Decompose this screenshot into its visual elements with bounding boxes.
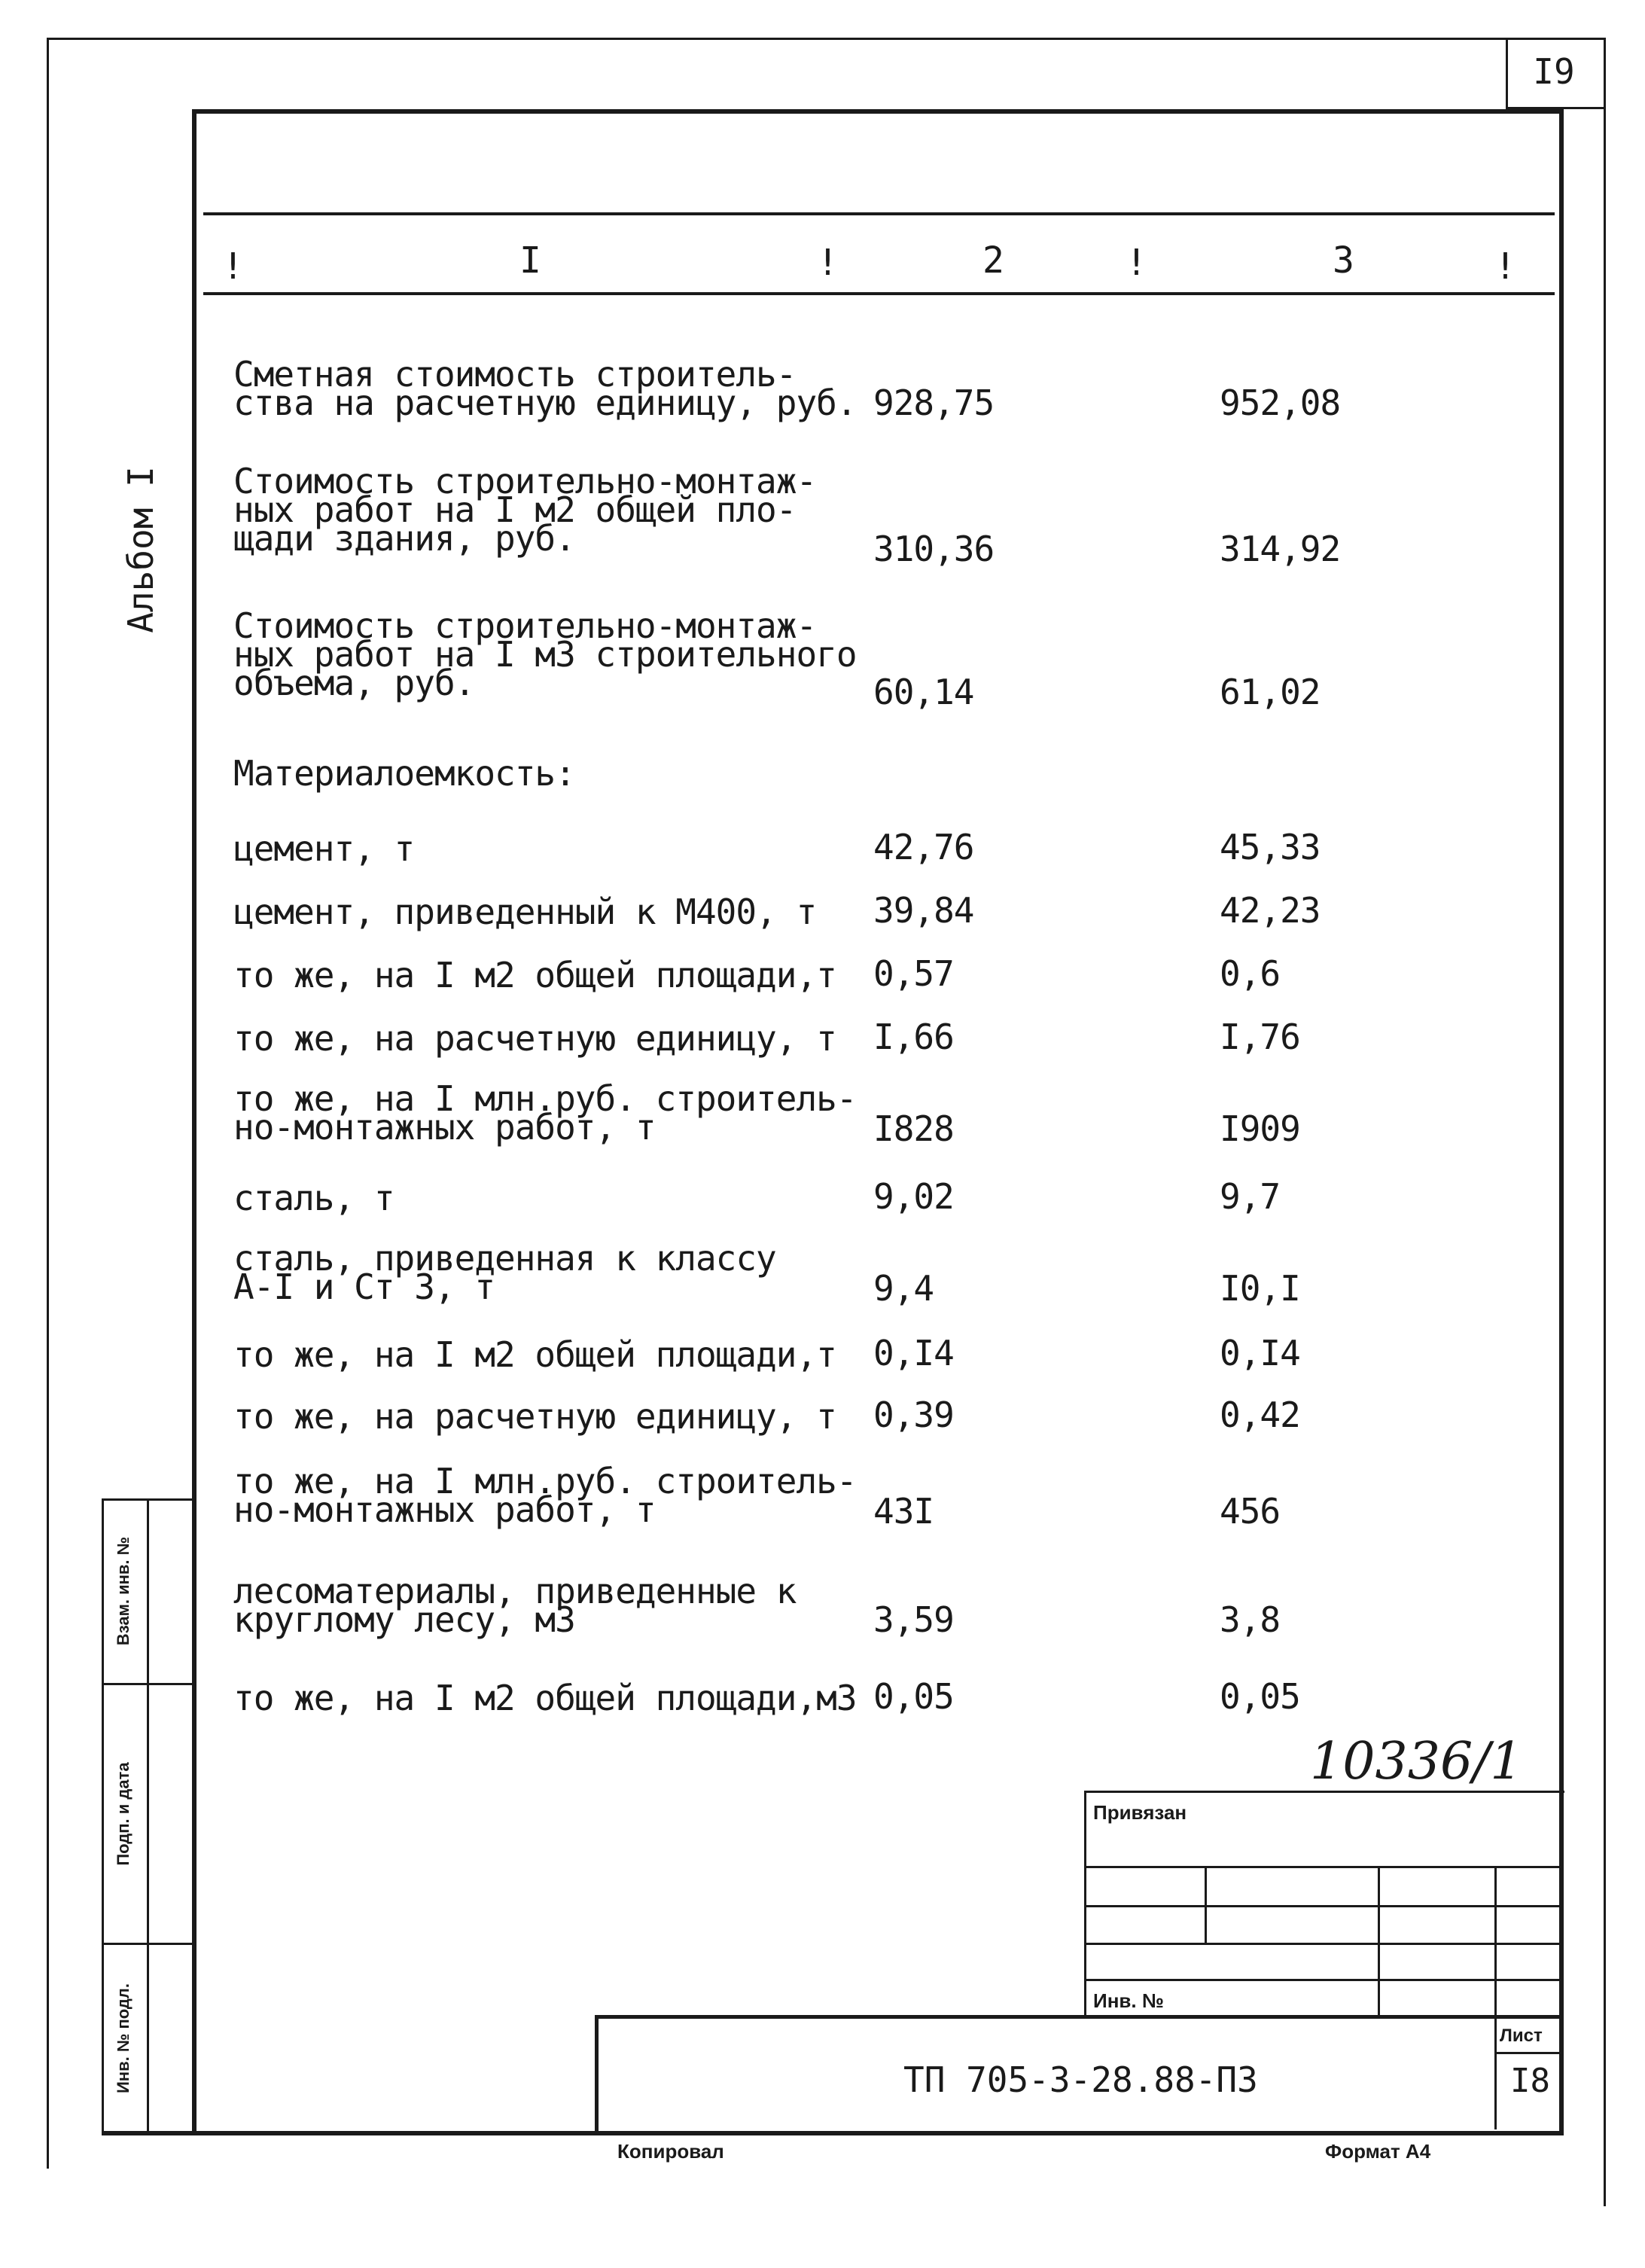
header-rule-bottom [203,292,1555,295]
row-value-col2: 60,14 [873,672,974,712]
row-value-col2: 43I [873,1491,934,1532]
sheet-number: I8 [1510,2062,1550,2100]
row-label: цемент, т [233,828,415,869]
footer-format: Формат А4 [1325,2140,1431,2163]
side-stamp-rule-2 [102,1943,192,1945]
row-value-col2: I828 [873,1108,954,1149]
row-value-col2: 0,57 [873,953,954,994]
row-value-col3: 42,23 [1220,890,1321,931]
row-value-col3: 45,33 [1220,827,1321,867]
privyazan-vrule-1 [1205,1866,1207,1945]
side-field-inv-podl: Инв. № подл. [114,1983,133,2093]
row-value-col3: 456 [1220,1491,1281,1532]
row-label: лесоматериалы, приведенные к круглому лесу, м3 [233,1571,797,1640]
header-col-2: 2 [982,239,1004,282]
row-value-col3: 0,05 [1220,1676,1300,1717]
inv-no-label: Инв. № [1093,1989,1164,2012]
privyazan-rule-2 [1084,1905,1562,1907]
row-label: сталь, приведенная к классу А-I и Ст 3, т [233,1238,776,1307]
row-label: сталь, т [233,1178,394,1218]
row-label: Стоимость строительно-монтаж- ных работ на I м2 общей пло- щади здания, руб. [233,461,817,559]
row-label: Сметная стоимость строитель- ства на расчетную единицу, руб. [233,354,857,423]
row-value-col2: 39,84 [873,890,974,931]
privyazan-rule-1 [1084,1866,1562,1868]
row-value-col3: 952,08 [1220,383,1341,423]
side-field-vzam-inv: Взам. инв. № [114,1536,133,1646]
row-label: то же, на I млн.руб. строитель- но-монтажных работ, т [233,1078,857,1148]
header-rule-top [203,212,1555,215]
row-value-col2: 0,05 [873,1676,954,1717]
row-label: Стоимость строительно-монтаж- ных работ на I м3 строительного объема, руб. [233,605,857,703]
row-value-col3: 0,42 [1220,1395,1300,1435]
privyazan-vrule-2 [1378,1866,1380,2017]
page-number: I9 [1533,51,1575,92]
inner-frame-left [192,109,196,2135]
row-value-col3: 3,8 [1220,1599,1281,1640]
list-label: Лист [1500,2026,1543,2046]
row-label: цемент, приведенный к М400, т [233,892,817,932]
header-sep-4: ! [1494,245,1516,288]
privyazan-rule-3 [1084,1943,1562,1945]
row-value-col2: 42,76 [873,827,974,867]
row-value-col2: I,66 [873,1017,954,1057]
footer-kopiroval: Копировал [617,2140,724,2163]
row-value-col2: 928,75 [873,383,995,423]
outer-frame-top [47,38,1605,40]
header-sep-3: ! [1126,242,1147,284]
handwritten-number: 10336/1 [1310,1732,1523,1791]
header-sep-1: ! [222,245,244,288]
title-block-sheet-rule [1494,2052,1562,2054]
row-value-col3: 0,I4 [1220,1333,1300,1373]
row-value-col3: 9,7 [1220,1176,1281,1217]
outer-frame-left [47,38,49,2169]
row-value-col3: 0,6 [1220,953,1281,994]
inner-frame-top [192,109,1562,114]
document-code: ТП 705-3-28.88-ПЗ [903,2059,1258,2100]
row-value-col3: 61,02 [1220,672,1321,712]
row-label: то же, на I млн.руб. строитель- но-монтажных работ, т [233,1461,857,1530]
row-value-col2: 0,I4 [873,1333,954,1373]
row-value-col3: I,76 [1220,1017,1300,1057]
row-label: то же, на I м2 общей площади,т [233,1334,836,1375]
header-sep-2: ! [817,242,839,284]
album-label: Альбом I [120,466,161,633]
row-label: то же, на расчетную единицу, т [233,1396,836,1437]
row-value-col2: 9,4 [873,1268,934,1309]
privyazan-rule-4 [1084,1979,1562,1981]
side-stamp-divider [147,1498,149,2135]
outer-frame-right [1604,38,1606,2206]
row-label: то же, на I м2 общей площади,т [233,955,836,995]
privyazan-label: Привязан [1093,1801,1187,1824]
row-value-col2: 0,39 [873,1395,954,1435]
row-value-col3: I0,I [1220,1268,1300,1309]
row-value-col3: I909 [1220,1108,1300,1149]
row-label: Материалоемкость: [233,753,575,794]
row-value-col2: 310,36 [873,529,995,569]
row-value-col2: 3,59 [873,1599,954,1640]
header-col-1: I [519,239,541,282]
side-field-podp-data: Подп. и дата [114,1762,133,1866]
header-col-3: 3 [1333,239,1354,282]
row-value-col3: 314,92 [1220,529,1341,569]
row-label: то же, на расчетную единицу, т [233,1018,836,1059]
side-stamp-rule-1 [102,1683,192,1685]
row-value-col2: 9,02 [873,1176,954,1217]
row-label: то же, на I м2 общей площади,м3 [233,1678,857,1718]
